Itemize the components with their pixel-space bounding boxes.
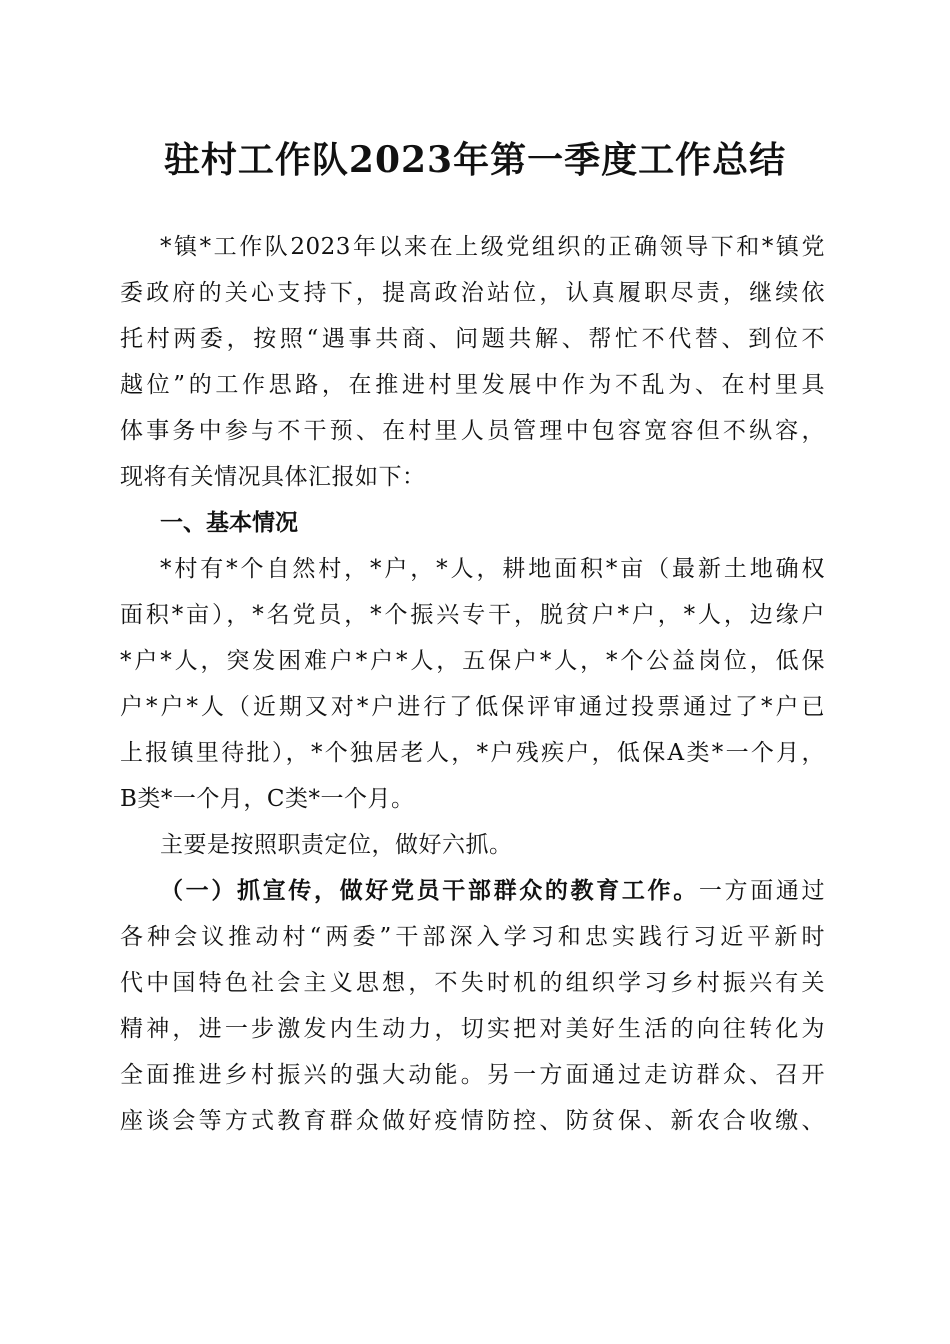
paragraph-line: 委政府的关心支持下，提高政治站位，认真履职尽责，继续依 (120, 280, 825, 306)
document-title: 驻村工作队2023年第一季度工作总结 (163, 139, 787, 181)
paragraph-line: *镇*工作队2023年以来在上级党组织的正确领导下和*镇党 (160, 234, 825, 260)
paragraph-line: 现将有关情况具体汇报如下： (120, 464, 426, 490)
paragraph-line: B类*一个月，C类*一个月。 (120, 786, 415, 812)
paragraph-line: 各种会议推动村“两委”干部深入学习和忠实践行习近平新时 (120, 924, 825, 950)
subsection-heading: （一）抓宣传，做好党员干部群众的教育工作。 (160, 877, 699, 904)
paragraph-line: 托村两委，按照“遇事共商、问题共解、帮忙不代替、到位不 (120, 326, 825, 352)
paragraph-line: 座谈会等方式教育群众做好疫情防控、防贫保、新农合收缴、 (120, 1108, 825, 1134)
paragraph-line: 代中国特色社会主义思想，不失时机的组织学习乡村振兴有关 (120, 970, 825, 996)
section-heading: 一、基本情况 (160, 510, 298, 536)
paragraph-line: *村有*个自然村，*户，*人，耕地面积*亩（最新土地确权 (160, 556, 825, 582)
paragraph-line: 体事务中参与不干预、在村里人员管理中包容宽容但不纵容， (120, 418, 825, 444)
document-body (120, 224, 825, 1144)
paragraph-line: 精神，进一步激发内生动力，切实把对美好生活的向往转化为 (120, 1016, 825, 1042)
paragraph-text: 一方面通过 (698, 878, 826, 904)
paragraph-line: 主要是按照职责定位，做好六抓。 (160, 832, 513, 858)
paragraph-line (120, 868, 825, 914)
paragraph-line: 户*户*人（近期又对*户进行了低保评审通过投票通过了*户已 (120, 694, 825, 720)
paragraph-line: 面积*亩），*名党员，*个振兴专干，脱贫户*户，*人，边缘户 (120, 602, 825, 628)
paragraph-line: 全面推进乡村振兴的强大动能。另一方面通过走访群众、召开 (120, 1062, 825, 1088)
paragraph-line: 上报镇里待批），*个独居老人，*户残疾户，低保A类*一个月， (120, 740, 825, 766)
paragraph-line: *户*人，突发困难户*户*人，五保户*人，*个公益岗位，低保 (120, 648, 825, 674)
paragraph-line: 越位”的工作思路，在推进村里发展中作为不乱为、在村里具 (120, 372, 825, 398)
